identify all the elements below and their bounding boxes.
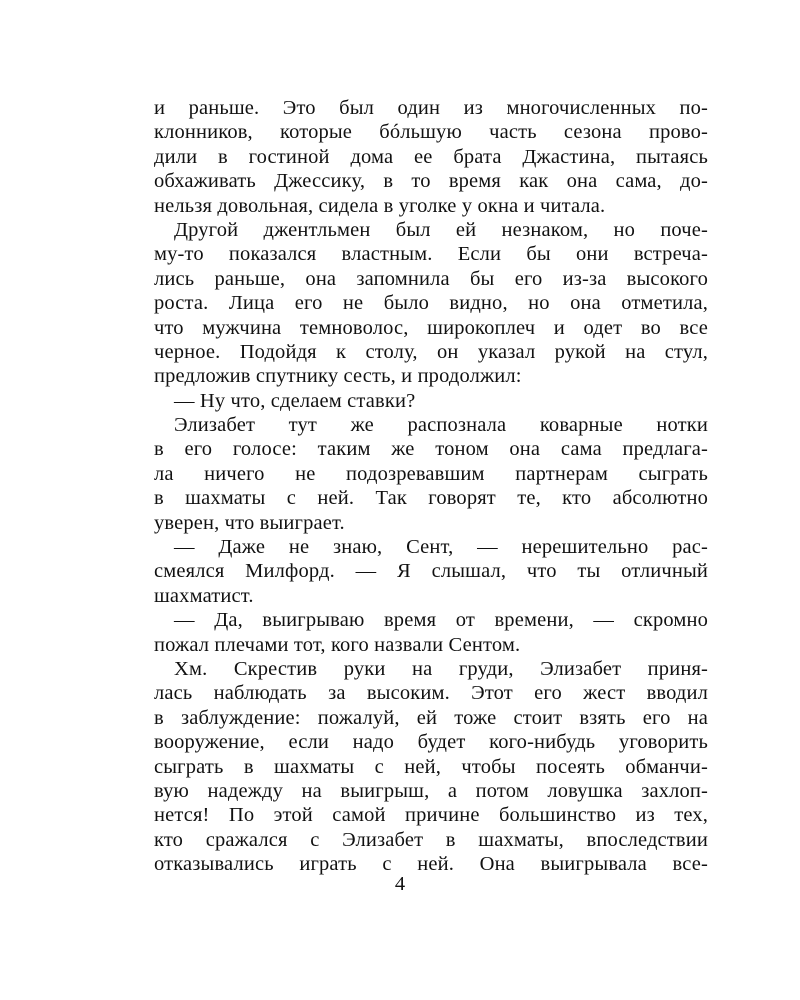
body-text (154, 96, 708, 877)
text-line: и раньше. Это был один из многочисленных по- (154, 97, 708, 119)
text-line: нется! По этой самой причине большинство из тех, (154, 804, 708, 827)
text-line: — Ну что, сделаем ставки? (174, 389, 416, 412)
page-number: 4 (394, 873, 406, 895)
text-line: Элизабет тут же распознала коварные нотки (174, 414, 708, 437)
text-line: вооружение, если надо будет кого-нибудь уговорить (154, 731, 708, 754)
text-line: — Да, выигрываю время от времени, — скромно (174, 609, 708, 632)
text-line: в шахматы с ней. Так говорят те, кто абсолютно (154, 487, 708, 510)
text-line: нельзя довольная, сидела в уголке у окна и читала. (154, 194, 606, 217)
text-line: Хм. Скрестив руки на груди, Элизабет приня- (174, 657, 708, 680)
text-line: отказывались играть с ней. Она выигрывала все- (154, 853, 708, 876)
text-line: что мужчина темноволос, широкоплеч и одет во все (154, 316, 708, 339)
text-line: обхаживать Джессику, в то время как она сама, до- (154, 170, 708, 193)
text-line: клонников, которые бóльшую часть сезона прово- (154, 121, 708, 144)
text-line: лись раньше, она запомнила бы его из-за высокого (154, 267, 708, 290)
text-line: сыграть в шахматы с ней, чтобы посеять обманчи- (154, 755, 708, 778)
text-line: роста. Лица его не было видно, но она отметила, (154, 292, 708, 315)
text-line: ла ничего не подозревавшим партнерам сыграть (154, 462, 708, 485)
text-line: вую надежду на выигрыш, а потом ловушка захлоп- (154, 779, 708, 802)
text-line: шахматист. (154, 584, 254, 607)
text-line: Другой джентльмен был ей незнаком, но поче- (174, 218, 708, 241)
text-line: черное. Подойдя к столу, он указал рукой на стул, (154, 340, 708, 363)
text-line: лась наблюдать за высоким. Этот его жест вводил (154, 682, 708, 705)
text-line: кто сражался с Элизабет в шахматы, впоследствии (154, 828, 708, 851)
text-line: му-то показался властным. Если бы они встреча- (154, 243, 708, 266)
text-line: дили в гостиной дома ее брата Джастина, пытаясь (154, 145, 708, 168)
text-line: предложив спутнику сесть, и продолжил: (154, 365, 522, 388)
text-line: в его голосе: таким же тоном она сама предлага- (154, 438, 708, 461)
text-line: пожал плечами тот, кого назвали Сентом. (154, 633, 521, 656)
text-line: — Даже не знаю, Сент, — нерешительно рас- (174, 536, 708, 559)
text-line: уверен, что выиграет. (154, 511, 345, 534)
text-line: смеялся Милфорд. — Я слышал, что ты отличный (154, 560, 708, 583)
text-line: в заблуждение: пожалуй, ей тоже стоит взять его на (154, 706, 708, 729)
